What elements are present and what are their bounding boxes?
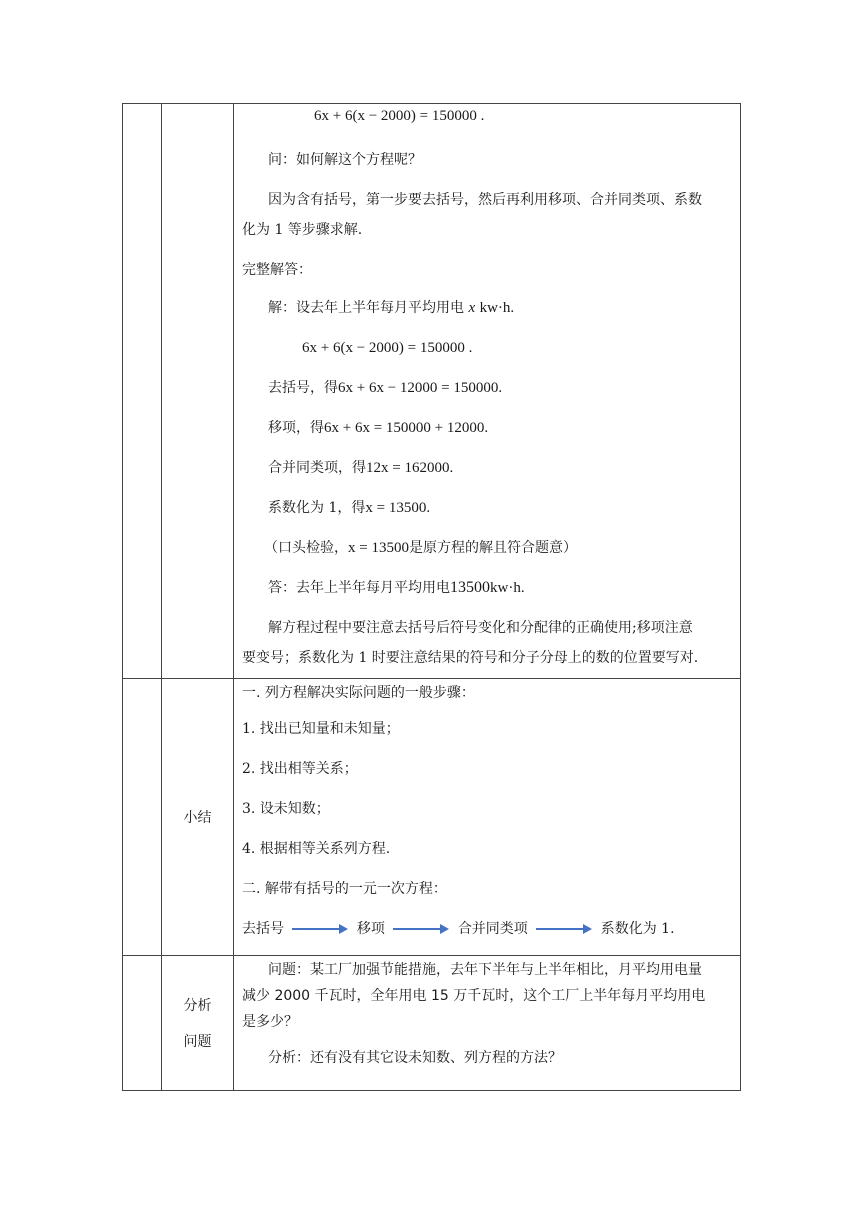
empty-cell — [123, 104, 162, 679]
analysis-label-2: 问题 — [183, 1034, 212, 1050]
problem-text-1: 问题：某工厂加强节能措施，去年下半年与上半年相比，月平均用电量 — [268, 962, 702, 978]
answer-value: 13500 — [450, 579, 490, 596]
reason-line-1 — [234, 178, 740, 218]
problem-text-2: 减少 2000 千瓦时，全年用电 15 万千瓦时，这个工厂上半年每月平均用电 — [242, 988, 706, 1004]
summary-heading-1-text: 一. 列方程解决实际问题的一般步骤： — [242, 685, 475, 701]
step1-math: 6x + 6x − 12000 = 150000 — [338, 380, 499, 396]
solution-unit: kw·h. — [479, 300, 515, 316]
check-math: x = 13500 — [348, 540, 409, 556]
summary-heading-2-text: 二. 解带有括号的一元一次方程： — [242, 881, 447, 897]
summary-label: 小结 — [183, 810, 212, 826]
summary-step-3 — [234, 799, 740, 839]
question-line — [234, 136, 740, 178]
equation-line — [234, 338, 740, 378]
note-text-2: 要变号；系数化为 1 时要注意结果的符号和分子分母上的数的位置要写对. — [242, 650, 699, 666]
solution-intro-text: 解：设去年上半年每月平均用电 — [268, 300, 464, 316]
step4-label: 系数化为 1，得 — [268, 500, 366, 516]
step2-math: 6x + 6x = 150000 + 12000 — [324, 420, 485, 436]
summary-heading-1 — [234, 679, 740, 719]
flow-step-2: 移项 — [356, 921, 385, 937]
table-row-analysis — [123, 956, 741, 1091]
solution-cell — [234, 104, 741, 679]
step2-label: 移项，得 — [268, 420, 324, 436]
reason-line-2 — [234, 218, 740, 258]
step4-math: x = 13500 — [365, 500, 427, 516]
answer-prefix: 答：去年上半年每月平均用电 — [268, 580, 450, 596]
step3-line: 合并同类项，得12x = 162000. — [268, 460, 454, 476]
check-line — [234, 538, 740, 578]
equation-text: 6x + 6(x − 2000) = 150000 . — [302, 340, 473, 356]
full-solution-label — [234, 258, 740, 298]
check-close: 是原方程的解且符合题意） — [408, 540, 577, 556]
empty-cell — [123, 679, 162, 956]
note-text-1: 解方程过程中要注意去括号后符号变化和分配律的正确使用;移项注意 — [268, 620, 693, 636]
equation-top-text: 6x + 6(x − 2000) = 150000 . — [314, 108, 485, 124]
question-text: 问：如何解这个方程呢？ — [268, 152, 422, 168]
problem-line-2 — [234, 986, 740, 1012]
summary-step-1-text: 1. 找出已知量和未知量； — [242, 721, 400, 737]
equation-top — [234, 104, 740, 136]
full-solution-text: 完整解答： — [242, 262, 312, 278]
answer-unit: kw·h. — [490, 580, 525, 596]
step3-label: 合并同类项，得 — [268, 460, 366, 476]
summary-step-1 — [234, 719, 740, 759]
solution-intro-line — [234, 298, 740, 338]
step4-line: 系数化为 1，得x = 13500. — [268, 500, 431, 516]
summary-heading-2 — [234, 879, 740, 919]
arrow-right-icon — [292, 924, 348, 934]
empty-cell — [123, 956, 162, 1091]
reason-text-1: 因为含有括号，第一步要去括号，然后再利用移项、合并同类项、系数 — [268, 192, 702, 208]
summary-step-3-text: 3. 设未知数； — [242, 801, 330, 817]
answer-line — [234, 578, 740, 618]
analysis-cell — [234, 956, 741, 1091]
summary-step-4-text: 4. 根据相等关系列方程. — [242, 841, 391, 857]
problem-line-3 — [234, 1012, 740, 1048]
arrow-right-icon — [536, 924, 592, 934]
flow-step-4: 系数化为 1. — [600, 921, 675, 937]
analysis-label-1: 分析 — [183, 998, 212, 1014]
step1-label: 去括号，得 — [268, 380, 338, 396]
analysis-text: 分析：还有没有其它设未知数、列方程的方法？ — [268, 1050, 562, 1066]
summary-label-cell — [162, 679, 234, 956]
problem-text-3: 是多少？ — [242, 1014, 298, 1030]
step3-math: 12x = 162000 — [366, 460, 450, 476]
table-row-solution — [123, 104, 741, 679]
step1-line: 去括号，得6x + 6x − 12000 = 150000. — [268, 380, 503, 396]
problem-line-1 — [234, 956, 740, 986]
analysis-label-cell — [162, 956, 234, 1091]
summary-step-2-text: 2. 找出相等关系； — [242, 761, 358, 777]
summary-cell — [234, 679, 741, 956]
lesson-table — [122, 103, 741, 1091]
summary-flow — [234, 919, 740, 955]
analysis-line — [234, 1048, 740, 1090]
flow-step-3: 合并同类项 — [457, 921, 528, 937]
empty-label-cell — [162, 104, 234, 679]
step2-line: 移项，得6x + 6x = 150000 + 12000. — [268, 420, 489, 436]
reason-text-2: 化为 1 等步骤求解. — [242, 222, 363, 238]
check-open: （口头检验， — [264, 540, 348, 556]
note-line-2 — [234, 648, 740, 678]
summary-step-4 — [234, 839, 740, 879]
table-row-summary — [123, 679, 741, 956]
arrow-right-icon — [393, 924, 449, 934]
flow-step-1: 去括号 — [242, 921, 284, 937]
solution-var: x — [468, 300, 476, 316]
note-line-1 — [234, 618, 740, 648]
summary-step-2 — [234, 759, 740, 799]
